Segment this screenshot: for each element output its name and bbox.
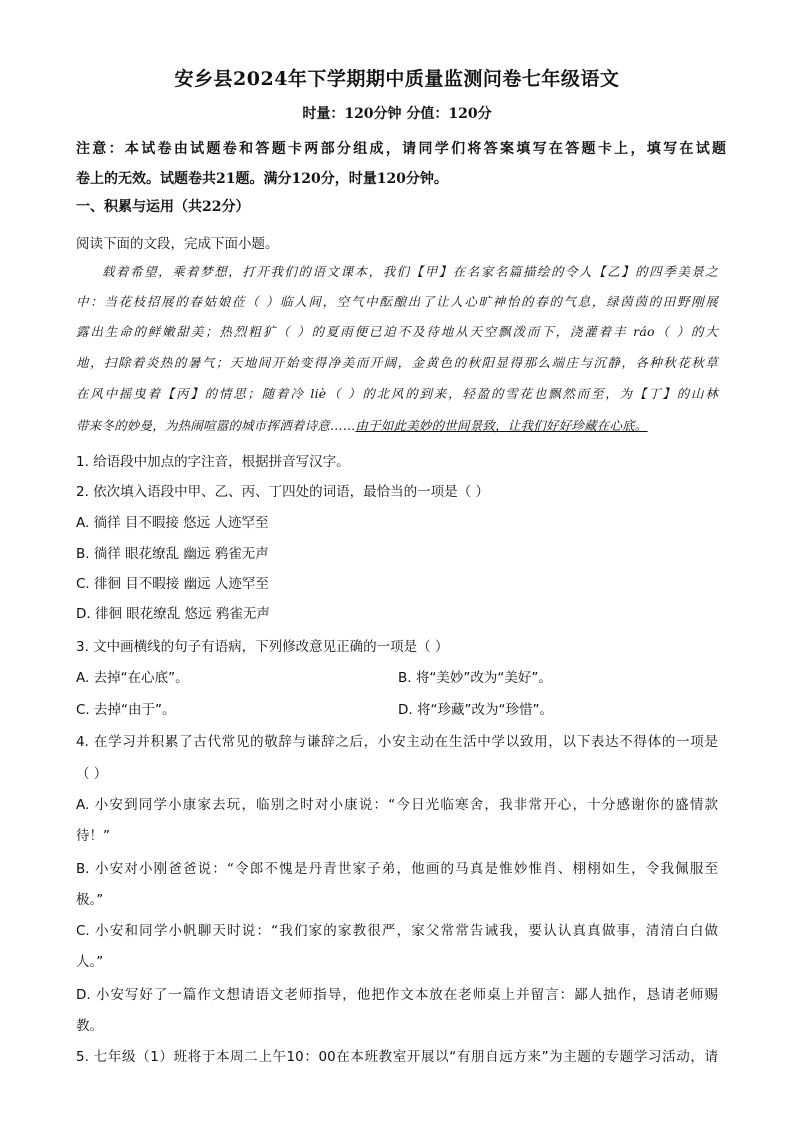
underlined-sentence: 由于如此美妙的世间景致，让我们好好珍藏在心底。: [355, 418, 648, 433]
question-4: 4. 在学习并积累了古代常见的敬辞与谦辞之后，小安主动在生活中学以致用，以下表达不得体的一项是: [76, 734, 718, 750]
section-heading: 一、积累与运用（共22分）: [76, 199, 250, 215]
question-5: 5. 七年级（1）班将于本周二上午10：00在本班教室开展以“有朋自远方来”为主题的专题学习活动，请: [76, 1049, 718, 1065]
q4-option-a-cont: 待！”: [76, 828, 110, 844]
passage-line: 在风中摇曳着【丙】的情思；随着冷 liè（ ）的北风的到来，轻盈的雪花也飘然而至，为【丁】的山林: [76, 386, 718, 401]
question-4-blank: （ ）: [76, 766, 108, 782]
q2-option-c: C. 徘徊 目不暇接 幽远 人迹罕至: [76, 576, 269, 592]
exam-time-score: 时量：120分钟 分值：120分: [302, 106, 492, 122]
q3-option-d: D. 将“珍藏”改为“珍惜”。: [398, 702, 553, 718]
q4-option-c-cont: 人。”: [76, 954, 104, 970]
passage-line: [76, 416, 718, 434]
passage-line: 露出生命的鲜嫩甜美；热烈粗犷（ ）的夏雨便已迫不及待地从天空飘泼而下，浇灌着丰 ráo（ ）的大: [76, 324, 718, 339]
q2-option-b: B. 徜徉 眼花缭乱 幽远 鸦雀无声: [76, 546, 269, 562]
q3-option-c: C. 去掉“由于”。: [76, 702, 176, 718]
question-3: 3. 文中画横线的句子有语病，下列修改意见正确的一项是（ ）: [76, 639, 449, 655]
notice-line: 卷上的无效。试题卷共21题。满分120分，时量120分钟。: [76, 171, 448, 187]
passage-line: 地，扫除着炎热的暑气；天地间开始变得净美而开阔，金黄色的秋阳显得那么端庄与沉静，各种秋花秋草: [76, 355, 718, 370]
q4-option-c: C. 小安和同学小帆聊天时说：“我们家的家教很严，家父常常告诫我，要认认真真做事，清清白白做: [76, 923, 718, 939]
q4-option-b-cont: 极。”: [76, 892, 104, 908]
passage-line: 载着希望，乘着梦想，打开我们的语文课本，我们【甲】在名家名篇描绘的令人【乙】的四季美景之: [102, 264, 718, 279]
question-2: 2. 依次填入语段中甲、乙、丙、丁四处的词语，最恰当的一项是（ ）: [76, 484, 489, 500]
exam-title: 安乡县2024年下学期期中质量监测问卷七年级语文: [174, 68, 620, 90]
passage-line: 中：当花枝招展的春姑娘莅（ ）临人间，空气中酝酿出了让人心旷神怡的春的气息，绿茵茵的田野刚展: [76, 294, 718, 309]
q3-option-b: B. 将“美妙”改为“美好”。: [398, 670, 552, 686]
q3-option-a: A. 去掉“在心底”。: [76, 670, 189, 686]
q4-option-d: D. 小安写好了一篇作文想请语文老师指导，他把作文本放在老师桌上并留言：鄙人拙作，恳请老师赐: [76, 987, 718, 1003]
q4-option-d-cont: 教。: [76, 1018, 103, 1034]
notice-line: 注意：本试卷由试题卷和答题卡两部分组成，请同学们将答案填写在答题卡上，填写在试题: [76, 141, 726, 157]
q4-option-b: B. 小安对小刚爸爸说：“令郎不愧是丹青世家子弟，他画的马真是惟妙惟肖、栩栩如生，令我佩服至: [76, 861, 718, 877]
q2-option-a: A. 徜徉 目不暇接 悠远 人迹罕至: [76, 515, 269, 531]
question-1: 1. 给语段中加点的字注音，根据拼音写汉字。: [76, 454, 350, 470]
passage-text: 带来冬的妙曼，为热闹喧嚣的城市挥洒着诗意……: [76, 418, 356, 433]
section-intro: 阅读下面的文段，完成下面小题。: [76, 236, 279, 252]
exam-notice: [76, 134, 726, 194]
q2-option-d: D. 徘徊 眼花缭乱 悠远 鸦雀无声: [76, 606, 270, 622]
q4-option-a: A. 小安到同学小康家去玩，临别之时对小康说：“今日光临寒舍，我非常开心，十分感谢你的盛情款: [76, 797, 718, 813]
